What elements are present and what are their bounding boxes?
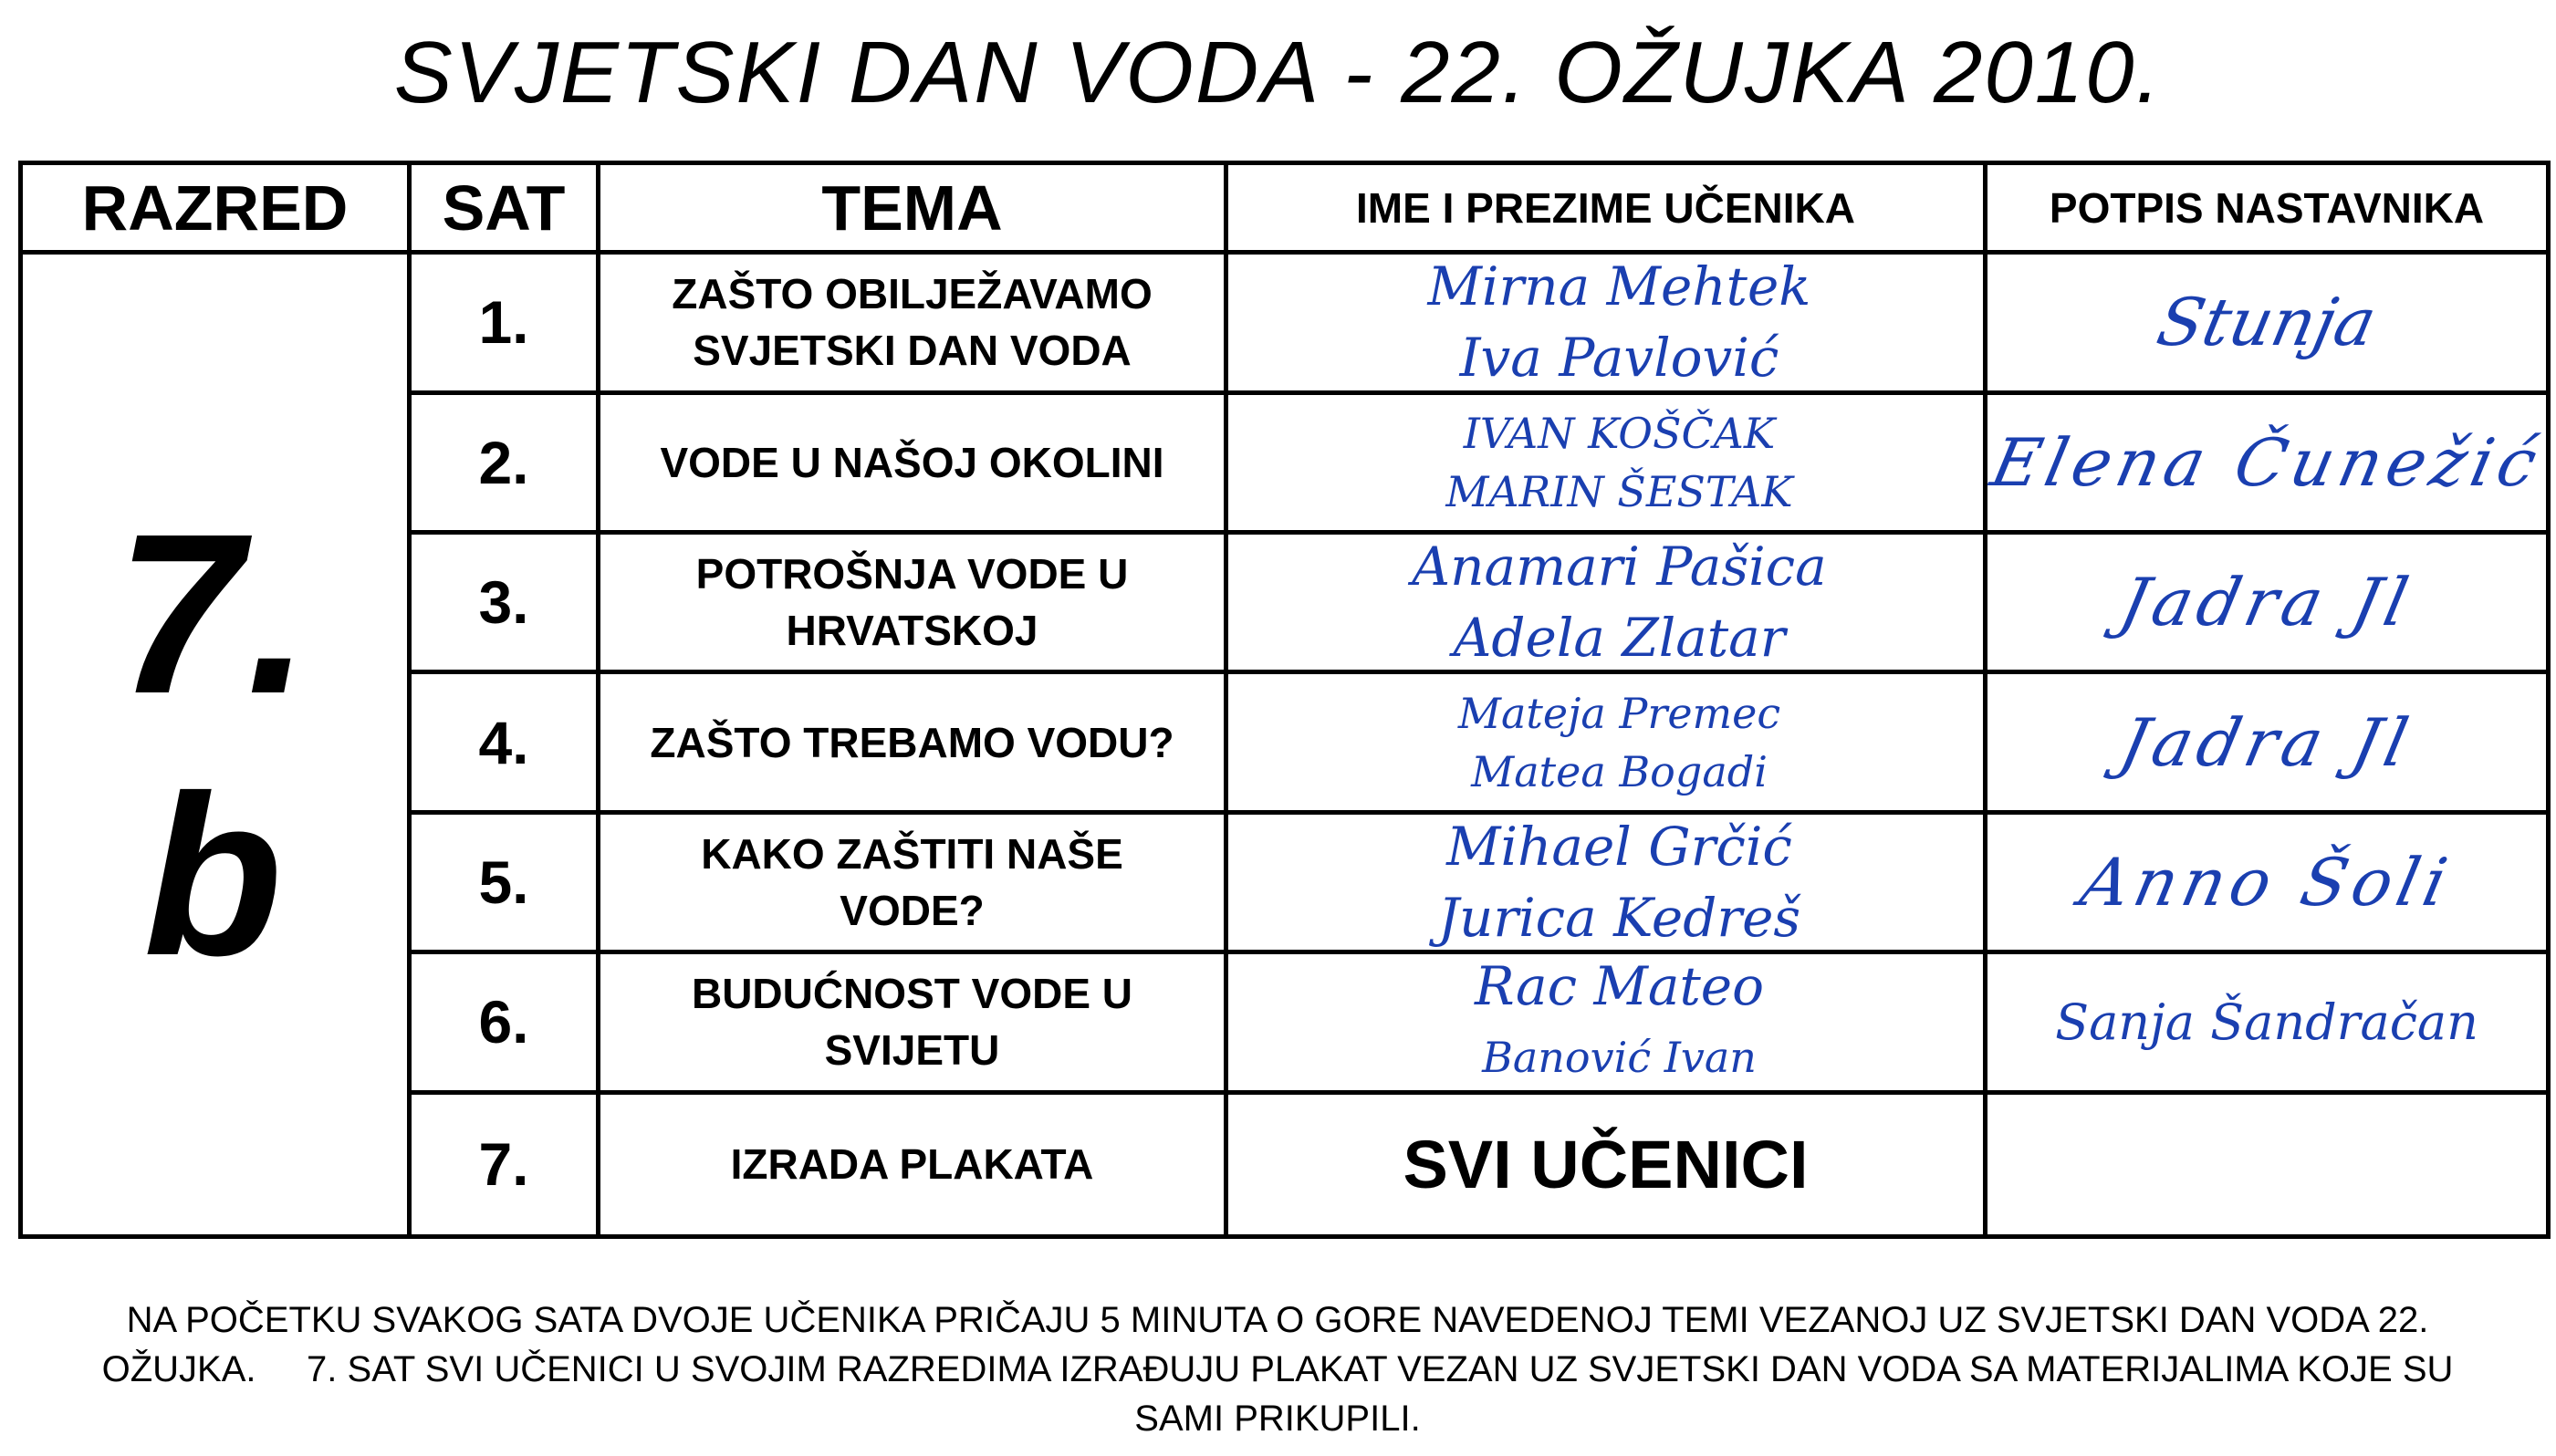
header-student-name: IME I PREZIME UČENIKA (1226, 163, 1986, 253)
class-label: 7. b (21, 253, 410, 1237)
topic (599, 952, 1226, 1092)
teacher-signature (1986, 672, 2549, 812)
teacher-signature (1986, 253, 2549, 392)
period-number: 1. (410, 253, 599, 392)
topic (599, 533, 1226, 672)
student-names (1226, 672, 1986, 812)
signature-handwritten: Jadra Jl (2113, 564, 2420, 641)
topic-line: HRVATSKOJ (786, 607, 1038, 655)
student-names (1226, 253, 1986, 392)
schedule-table (18, 161, 2551, 1239)
topic-line: VODE U NAŠOJ OKOLINI (660, 438, 1164, 486)
period-number: 4. (410, 672, 599, 812)
topic (599, 1092, 1226, 1236)
student-name-handwritten: Iva Pavlović (1459, 327, 1779, 390)
period-number: 3. (410, 533, 599, 672)
signature-handwritten: Anno Šoli (2074, 844, 2459, 920)
header-sat: SAT (410, 163, 599, 253)
signature-handwritten: Elena Čunežić (1985, 423, 2549, 501)
student-names (1226, 952, 1986, 1092)
student-name-handwritten: Mateja Premec (1457, 688, 1781, 738)
topic-line: SVIJETU (824, 1026, 1000, 1075)
teacher-signature (1986, 533, 2549, 672)
footer-line: SAMI PRIKUPILI. (1134, 1399, 1421, 1439)
student-name-handwritten: Anamari Pašica (1412, 536, 1827, 598)
teacher-signature-empty (1986, 1092, 2549, 1236)
teacher-signature (1986, 952, 2549, 1092)
period-number: 5. (410, 812, 599, 952)
header-razred: RAZRED (21, 163, 410, 253)
student-name-handwritten: IVAN KOŠČAK (1463, 408, 1776, 458)
all-students-label: SVI UČENICI (1226, 1092, 1986, 1236)
student-name-handwritten: Banović Ivan (1482, 1033, 1757, 1083)
footer-line: OŽUJKA. 7. SAT SVI UČENICI U SVOJIM RAZREDIMA IZRAĐUJU PLAKAT VEZAN UZ SVJETSKI DAN VODA SA MATERIJALIMA KOJE SU (101, 1349, 2454, 1389)
footer-line: NA POČETKU SVAKOG SATA DVOJE UČENIKA PRIČAJU 5 MINUTA O GORE NAVEDENOJ TEMI VEZANOJ UZ SVJETSKI DAN VODA 22. (126, 1300, 2429, 1340)
header-tema: TEMA (599, 163, 1226, 253)
student-names (1226, 392, 1986, 532)
period-number: 7. (410, 1092, 599, 1236)
period-number: 6. (410, 952, 599, 1092)
topic (599, 392, 1226, 532)
student-name-handwritten: Mirna Mehtek (1427, 255, 1811, 318)
topic-line: SVJETSKI DAN VODA (693, 327, 1132, 375)
topic (599, 253, 1226, 392)
topic-line: ZAŠTO OBILJEŽAVAMO (672, 270, 1153, 318)
topic-line: POTROŠNJA VODE U (695, 550, 1129, 598)
topic-line: IZRADA PLAKATA (730, 1140, 1094, 1189)
period-number: 2. (410, 392, 599, 532)
student-names (1226, 533, 1986, 672)
student-names (1226, 812, 1986, 952)
teacher-signature (1986, 392, 2549, 532)
student-name-handwritten: Adela Zlatar (1453, 607, 1786, 670)
topic-line: ZAŠTO TREBAMO VODU? (650, 718, 1174, 766)
signature-handwritten: Sanja Šandračan (2055, 993, 2478, 1051)
signature-handwritten: Jadra Jl (2113, 703, 2420, 781)
header-teacher-signature: POTPIS NASTAVNIKA (1986, 163, 2549, 253)
signature-handwritten: Stunja (2150, 284, 2384, 361)
document-title: SVJETSKI DAN VODA - 22. OŽUJKA 2010. (393, 24, 2163, 121)
student-name-handwritten: MARIN ŠESTAK (1445, 466, 1793, 516)
topic-line: KAKO ZAŠTITI NAŠE (701, 830, 1123, 878)
teacher-signature (1986, 812, 2549, 952)
student-name-handwritten: Rac Mateo (1474, 955, 1765, 1018)
footer-note (37, 1295, 2519, 1443)
topic (599, 672, 1226, 812)
table-row (21, 253, 2549, 392)
student-name-handwritten: Matea Bogadi (1471, 746, 1768, 796)
topic-line: BUDUĆNOST VODE U (691, 970, 1133, 1018)
student-name-handwritten: Mihael Grčić (1446, 816, 1792, 878)
header-row (21, 163, 2549, 253)
topic-line: VODE? (840, 887, 985, 934)
topic (599, 812, 1226, 952)
student-name-handwritten: Jurica Kedreš (1437, 887, 1801, 949)
